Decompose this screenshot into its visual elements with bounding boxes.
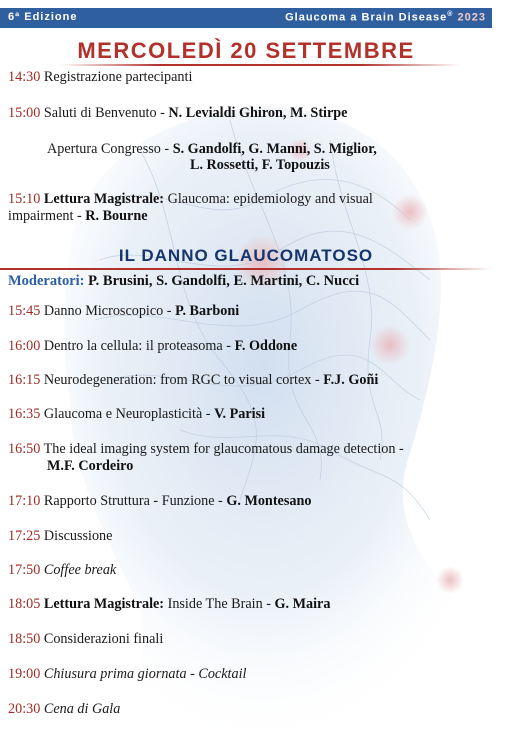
moderators-names: P. Brusini, S. Gandolfi, E. Martini, C. Nucci — [84, 273, 360, 289]
item-text: Apertura Congresso - — [47, 141, 173, 157]
program-item — [8, 406, 488, 423]
program-item-continued — [47, 458, 515, 475]
program-item-continued — [8, 208, 488, 225]
item-speakers: G. Montesano — [226, 493, 312, 509]
program-item — [47, 141, 515, 158]
program-item — [8, 666, 488, 683]
program-item — [8, 338, 488, 355]
program-item — [8, 701, 488, 718]
item-speakers: M.F. Cordeiro — [47, 458, 134, 474]
registered-mark: ® — [447, 11, 454, 18]
item-time: 16:50 — [8, 441, 41, 457]
item-speakers: V. Parisi — [214, 406, 266, 422]
item-lead: Lettura Magistrale: — [43, 596, 165, 612]
moderators — [8, 273, 359, 290]
item-time: 18:50 — [8, 631, 41, 647]
program-item — [8, 631, 488, 648]
item-text: Dentro la cellula: il proteasoma - — [43, 338, 235, 354]
item-speakers: F. Oddone — [234, 338, 298, 354]
item-speakers: F.J. Goñi — [323, 372, 379, 388]
item-text: Glaucoma e Neuroplasticità - — [43, 406, 215, 422]
item-time: 15:00 — [8, 105, 41, 121]
program-item — [8, 191, 488, 208]
item-text: Neurodegeneration: from RGC to visual cortex - — [43, 372, 324, 388]
item-text: The ideal imaging system for glaucomatous damage detection - — [43, 441, 404, 457]
item-speakers: S. Gandolfi, G. Manni, S. Miglior, — [172, 141, 377, 157]
program-item — [8, 441, 488, 458]
item-time: 16:35 — [8, 406, 41, 422]
program-item — [8, 372, 488, 389]
event-name: Glaucoma a Brain Disease — [285, 11, 448, 24]
item-speakers: L. Rossetti, F. Topouzis — [190, 157, 330, 173]
item-time: 17:10 — [8, 493, 41, 509]
day-title: MERCOLEDÌ 20 SETTEMBRE — [77, 38, 415, 63]
program-item — [8, 596, 488, 613]
section-title: IL DANNO GLAUCOMATOSO — [118, 246, 374, 265]
item-lead: Lettura Magistrale: — [43, 191, 165, 207]
item-text: Rapporto Struttura - Funzione - — [43, 493, 227, 509]
item-time: 15:45 — [8, 303, 41, 319]
moderators-label: Moderatori: — [8, 273, 85, 289]
item-text: Danno Microscopico - — [43, 303, 176, 319]
item-time: 17:25 — [8, 528, 41, 544]
item-text: Glaucoma: epidemiology and visual — [164, 191, 373, 207]
edition-label: 6ª Edizione — [8, 11, 78, 23]
item-speakers: N. Levialdi Ghiron, M. Stirpe — [168, 105, 348, 121]
day-title-underline — [60, 64, 460, 66]
item-text: Inside The Brain - — [164, 596, 275, 612]
item-time: 16:00 — [8, 338, 41, 354]
item-text: impairment - — [8, 208, 86, 224]
item-text: Coffee break — [43, 562, 117, 578]
program-item — [8, 303, 488, 320]
program-item — [8, 493, 488, 510]
item-text: Chiusura prima giornata - Cocktail — [43, 666, 247, 682]
event-year: 2023 — [457, 11, 486, 24]
item-text: Cena di Gala — [43, 701, 121, 717]
program-item — [8, 105, 488, 122]
item-speakers: P. Barboni — [175, 303, 240, 319]
item-time: 16:15 — [8, 372, 41, 388]
item-text: Saluti di Benvenuto - — [43, 105, 169, 121]
section-underline — [0, 268, 492, 270]
event-title — [285, 11, 486, 24]
item-text: Registrazione partecipanti — [43, 69, 193, 85]
item-speakers: R. Bourne — [85, 208, 148, 224]
item-text: Considerazioni finali — [43, 631, 164, 647]
header-bar — [0, 8, 492, 28]
program-item — [8, 562, 488, 579]
program-item — [8, 69, 488, 86]
item-time: 15:10 — [8, 191, 41, 207]
item-time: 19:00 — [8, 666, 41, 682]
item-time: 17:50 — [8, 562, 41, 578]
item-speakers: G. Maira — [274, 596, 331, 612]
program-item-continued — [190, 157, 515, 174]
program-item — [8, 528, 488, 545]
item-time: 18:05 — [8, 596, 41, 612]
item-time: 20:30 — [8, 701, 41, 717]
item-time: 14:30 — [8, 69, 41, 85]
item-text: Discussione — [43, 528, 113, 544]
